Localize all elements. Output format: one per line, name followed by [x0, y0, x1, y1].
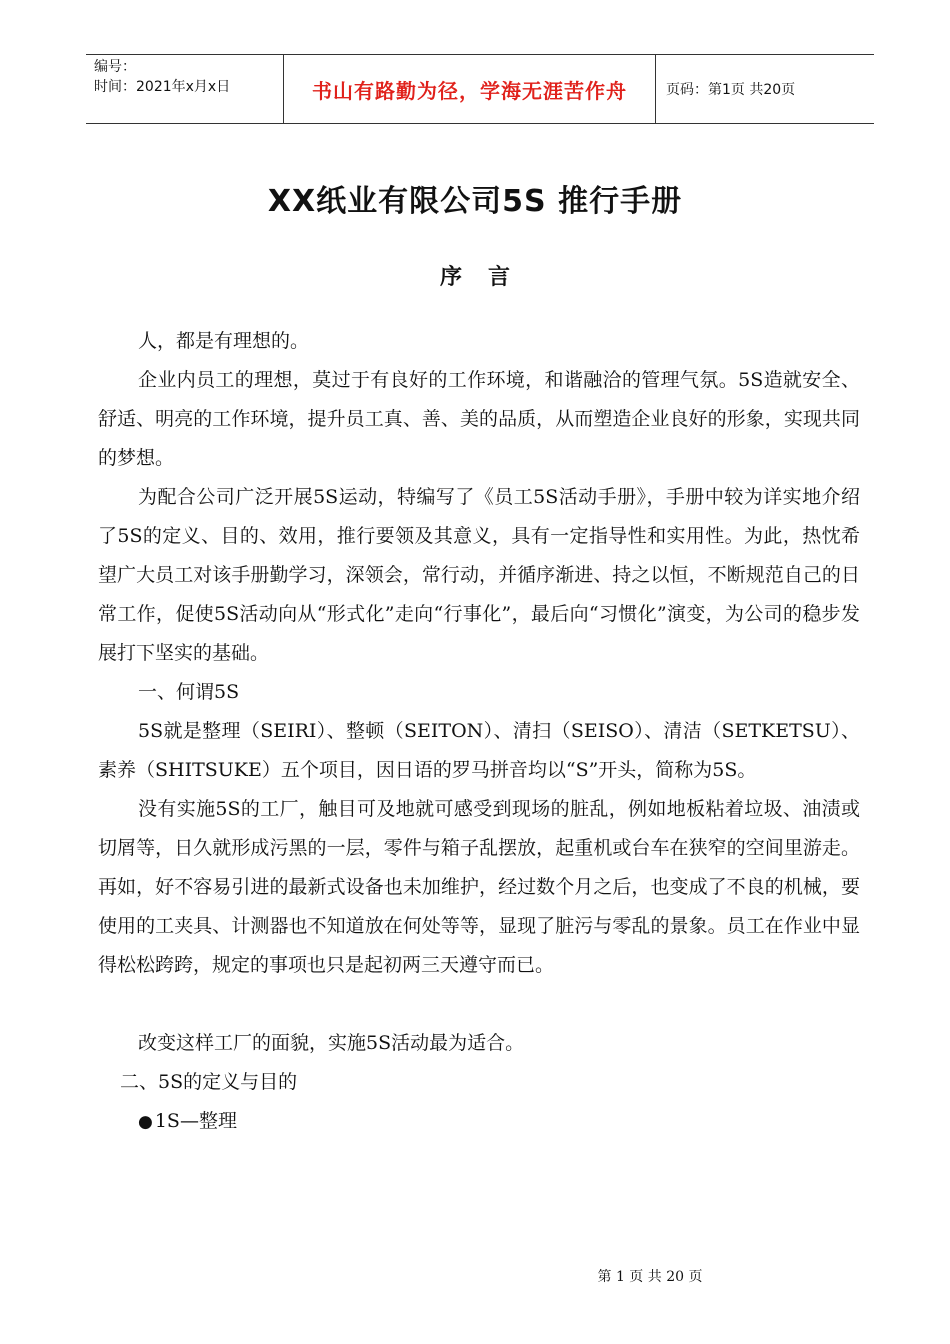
section-preface-heading: 序言: [439, 265, 536, 290]
document-number: 编号：: [94, 59, 136, 75]
paragraph-6: 改变这样工厂的面貌，实施5S活动最为适合。: [138, 1032, 525, 1054]
page-header: [86, 54, 874, 124]
paragraph-4: 5S就是整理（SEIRI）、整顿（SEITON）、清扫（SEISO）、清洁（SETKETSU）、素养（SHITSUKE）五个项目，因日语的罗马拼音均以“S”开头，简称为5S。: [98, 720, 860, 781]
bullet-text: 1S—整理: [154, 1110, 237, 1132]
page-footer: 第 1 页 共 20 页: [597, 1269, 703, 1285]
heading-what-is-5s: 一、何谓5S: [138, 681, 240, 703]
document-time: 时间：2021年x月x日: [94, 79, 231, 95]
heading-5s-definition: 二、5S的定义与目的: [120, 1071, 298, 1093]
document-body: [98, 322, 860, 1142]
document-title: XX纸业有限公司5S 推行手册: [267, 184, 683, 219]
paragraph-5: 没有实施5S的工厂，触目可及地就可感受到现场的脏乱，例如地板粘着垃圾、油渍或切屑等，日久就形成污黑的一层，零件与箱子乱摆放，起重机或台车在狭窄的空间里游走。再如，好不容易引进的最新式设备也未加维护，经过数个月之后，也变成了不良的机械，要使用的工夹具、计测器也不知道放在何处等等，显现了脏污与零乱的景象。员工在作业中显得松松跨跨，规定的事项也只是起初两三天遵守而已。: [98, 798, 860, 976]
paragraph-2: 企业内员工的理想，莫过于有良好的工作环境，和谐融洽的管理气氛。5S造就安全、舒适、明亮的工作环境，提升员工真、善、美的品质，从而塑造企业良好的形象，实现共同的梦想。: [98, 369, 860, 469]
bullet-dot-icon: ●: [138, 1112, 153, 1132]
header-page-number: 页码：第1页 共20页: [666, 82, 796, 98]
paragraph-3: 为配合公司广泛开展5S运动，特编写了《员工5S活动手册》，手册中较为详实地介绍了5S的定义、目的、效用，推行要领及其意义，具有一定指导性和实用性。为此，热忱希望广大员工对该手册勤学习，深领会，常行动，并循序渐进、持之以恒，不断规范自己的日常工作，促使5S活动向从“形式化”走向“行事化”，最后向“习惯化”演变，为公司的稳步发展打下坚实的基础。: [98, 486, 860, 664]
spacer: [98, 985, 860, 1024]
header-motto: 书山有路勤为径，学海无涯苦作舟: [284, 55, 656, 123]
bullet-item: [98, 1102, 860, 1142]
header-meta: [86, 55, 284, 123]
paragraph-1: 人，都是有理想的。: [138, 330, 310, 352]
